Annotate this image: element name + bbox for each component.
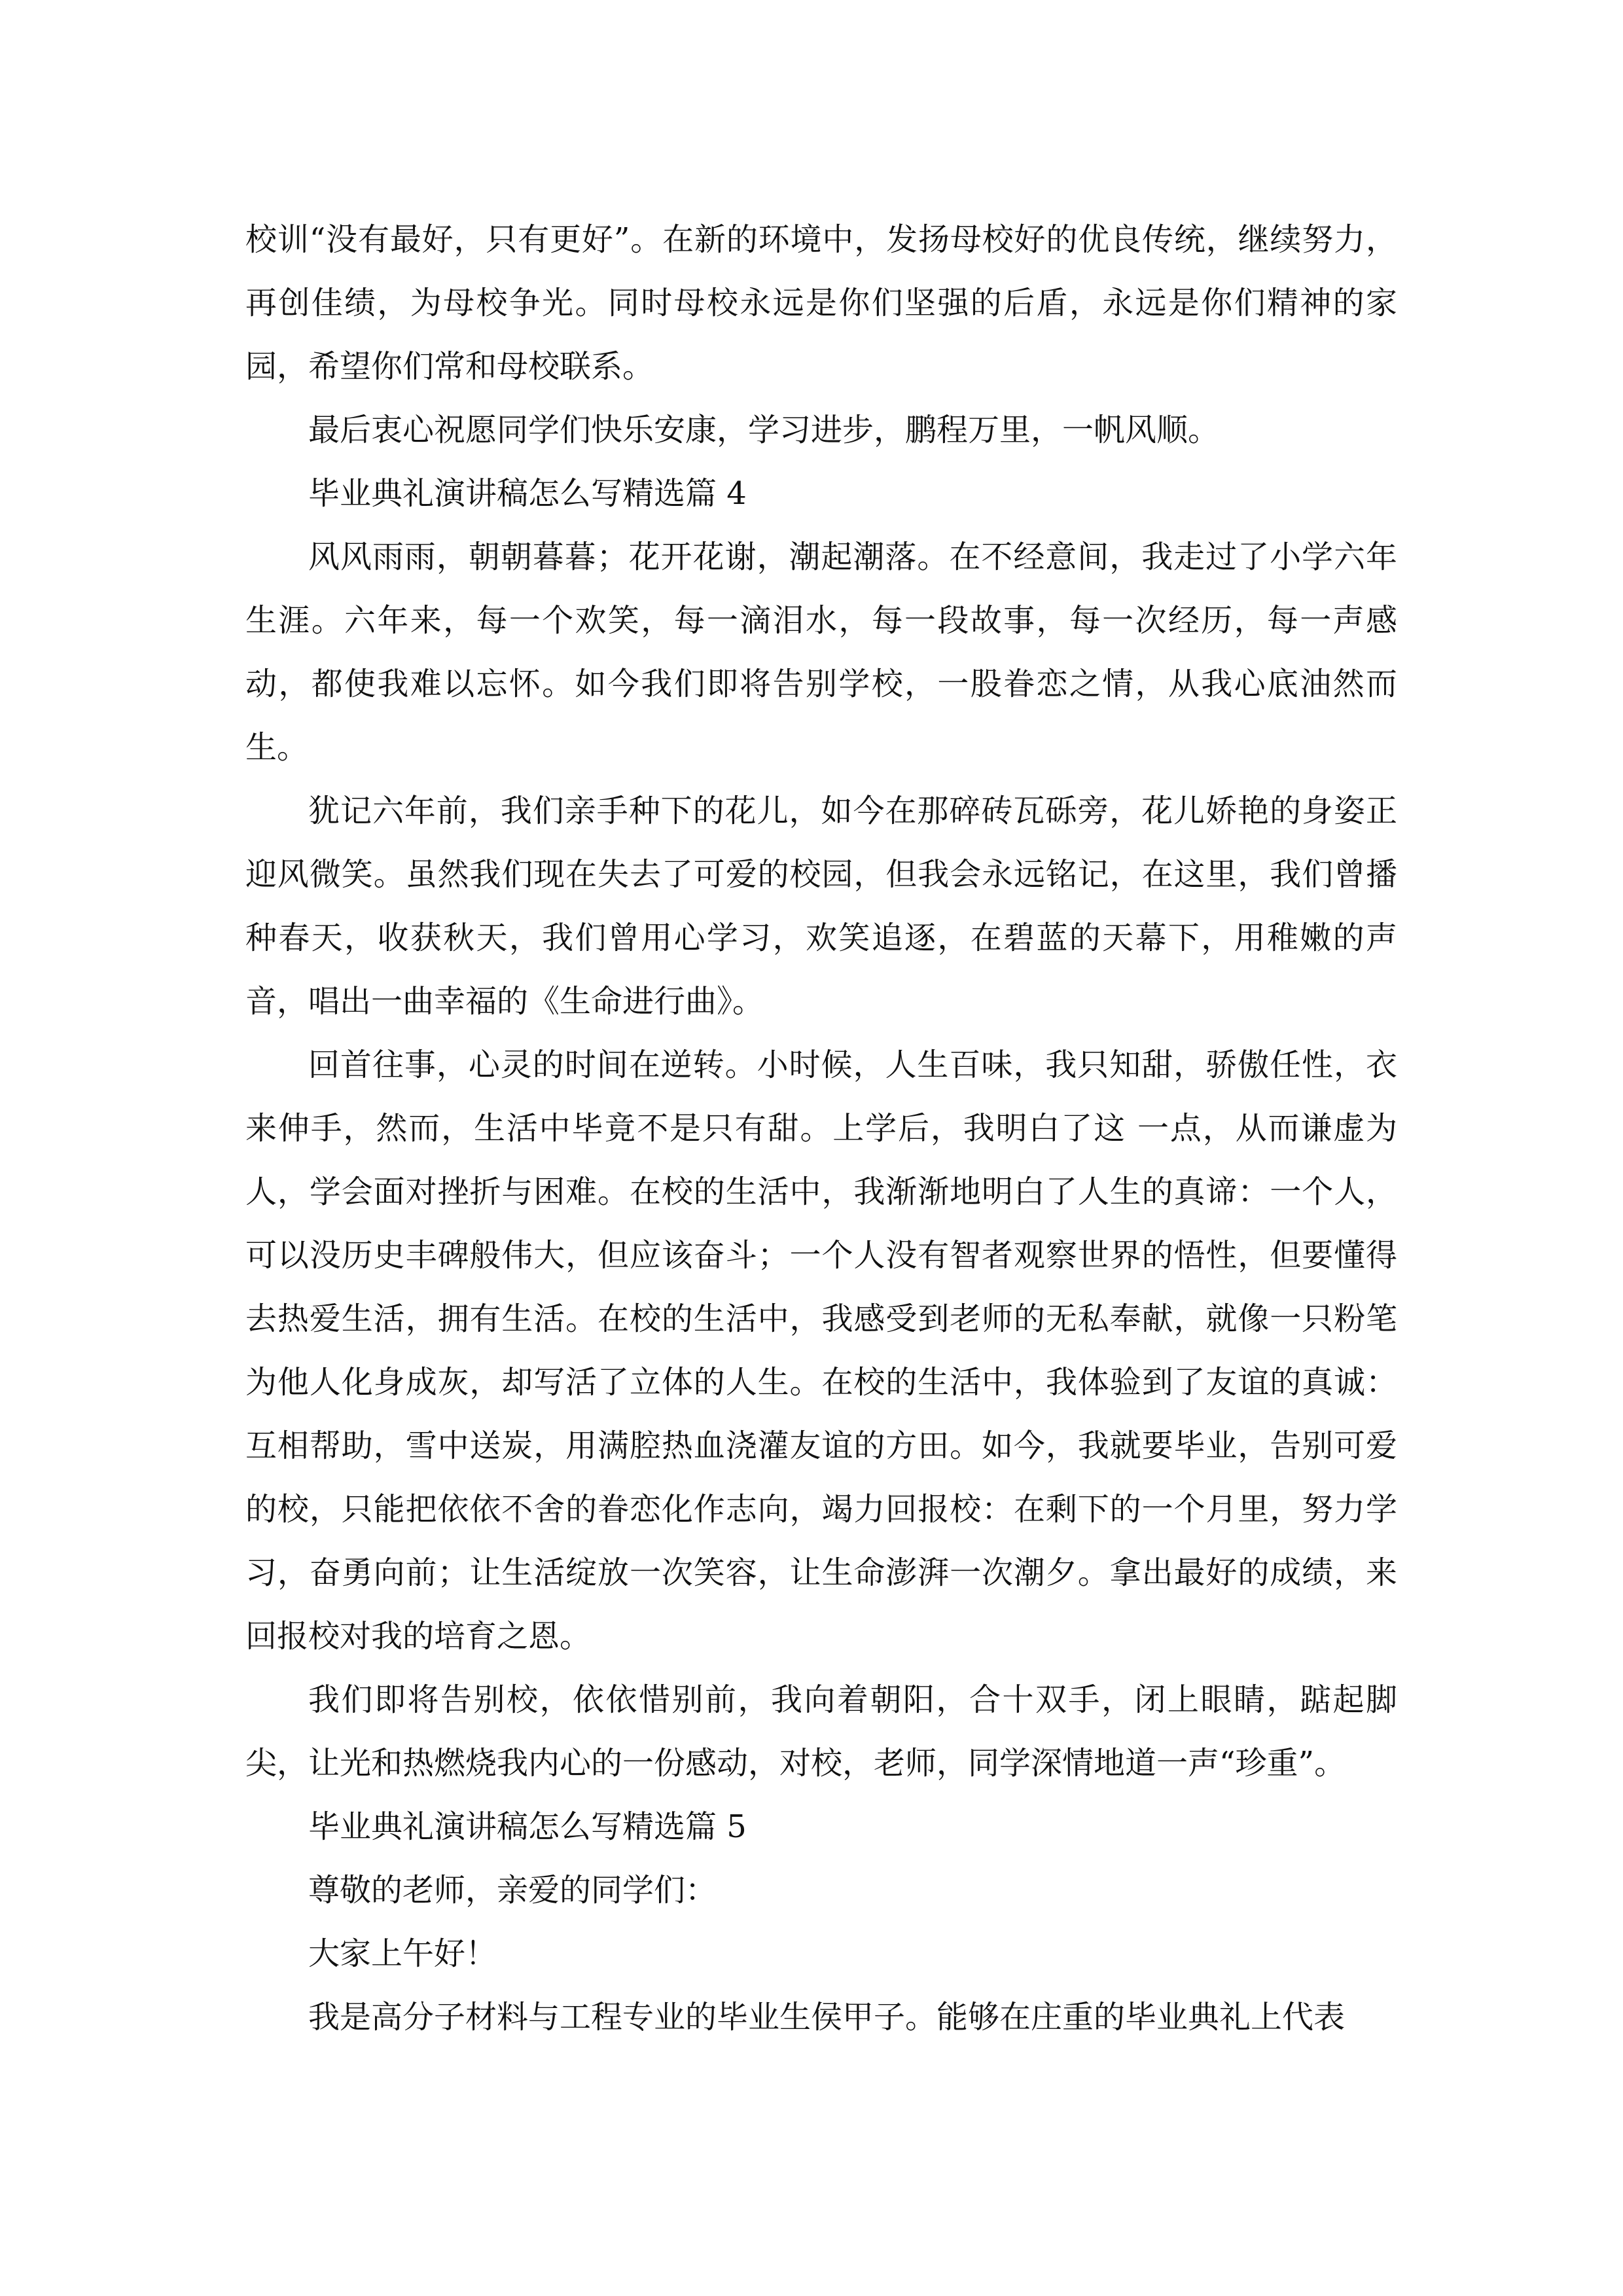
salutation: 尊敬的老师，亲爱的同学们：: [308, 1872, 717, 1909]
paragraph-closing-wish: 最后衷心祝愿同学们快乐安康，学习进步，鹏程万里，一帆风顺。: [308, 412, 1220, 448]
paragraph-1-continued: 校训“没有最好，只有更好”。在新的环境中，发扬母校好的优良传统，继续努力，再创佳绩，为母校争光。同时母校永远是你们坚强的后盾，永远是你们精神的家园，希望你们常和母校联系。: [245, 221, 1397, 385]
paragraph-4-3: 回首往事，心灵的时间在逆转。小时候，人生百味，我只知甜，骄傲任性，衣来伸手，然而，生活中毕竟不是只有甜。上学后，我明白了这 一点，从而谦虚为人，学会面对挫折与困难。在校的生活中，我渐渐地明白了人生的真谛：一个人，可以没历史丰碑般伟大，但应该奋斗；一个人没有智者观察世界的悟性，但要懂得去热爱生活，拥有生活。在校的生活中，我感受到老师的无私奉献，就像一只粉笔为他人化身成灰，却写活了立体的人生。在校的生活中，我体验到了友谊的真诚：互相帮助，雪中送炭，用满腔热血浇灌友谊的方田。如今，我就要毕业，告别可爱的校，只能把依依不舍的眷恋化作志向，竭力回报校：在剩下的一个月里，努力学习，奋勇向前；让生活绽放一次笑容，让生命澎湃一次潮夕。拿出最好的成绩，来回报校对我的培育之恩。: [245, 1047, 1397, 1655]
paragraph-4-4: 我们即将告别校，依依惜别前，我向着朝阳，合十双手，闭上眼睛，踮起脚尖，让光和热燃烧我内心的一份感动，对校，老师，同学深情地道一声“珍重”。: [245, 1681, 1397, 1782]
paragraph-4-2: 犹记六年前，我们亲手种下的花儿，如今在那碎砖瓦砾旁，花儿娇艳的身姿正迎风微笑。虽然我们现在失去了可爱的校园，但我会永远铭记，在这里，我们曾播种春天，收获秋天，我们曾用心学习，欢笑追逐，在碧蓝的天幕下，用稚嫩的声音，唱出一曲幸福的《生命进行曲》。: [245, 793, 1397, 1020]
section-heading-5: 毕业典礼演讲稿怎么写精选篇 5: [308, 1808, 747, 1845]
greeting: 大家上午好！: [308, 1935, 497, 1972]
section-heading-4: 毕业典礼演讲稿怎么写精选篇 4: [308, 475, 747, 512]
paragraph-5-1: 我是高分子材料与工程专业的毕业生侯甲子。能够在庄重的毕业典礼上代表: [308, 1999, 1346, 2036]
document-body: [245, 208, 1397, 2049]
paragraph-4-1: 风风雨雨，朝朝暮暮；花开花谢，潮起潮落。在不经意间，我走过了小学六年生涯。六年来，每一个欢笑，每一滴泪水，每一段故事，每一次经历，每一声感动，都使我难以忘怀。如今我们即将告别学校，一股眷恋之情，从我心底油然而生。: [245, 539, 1397, 766]
